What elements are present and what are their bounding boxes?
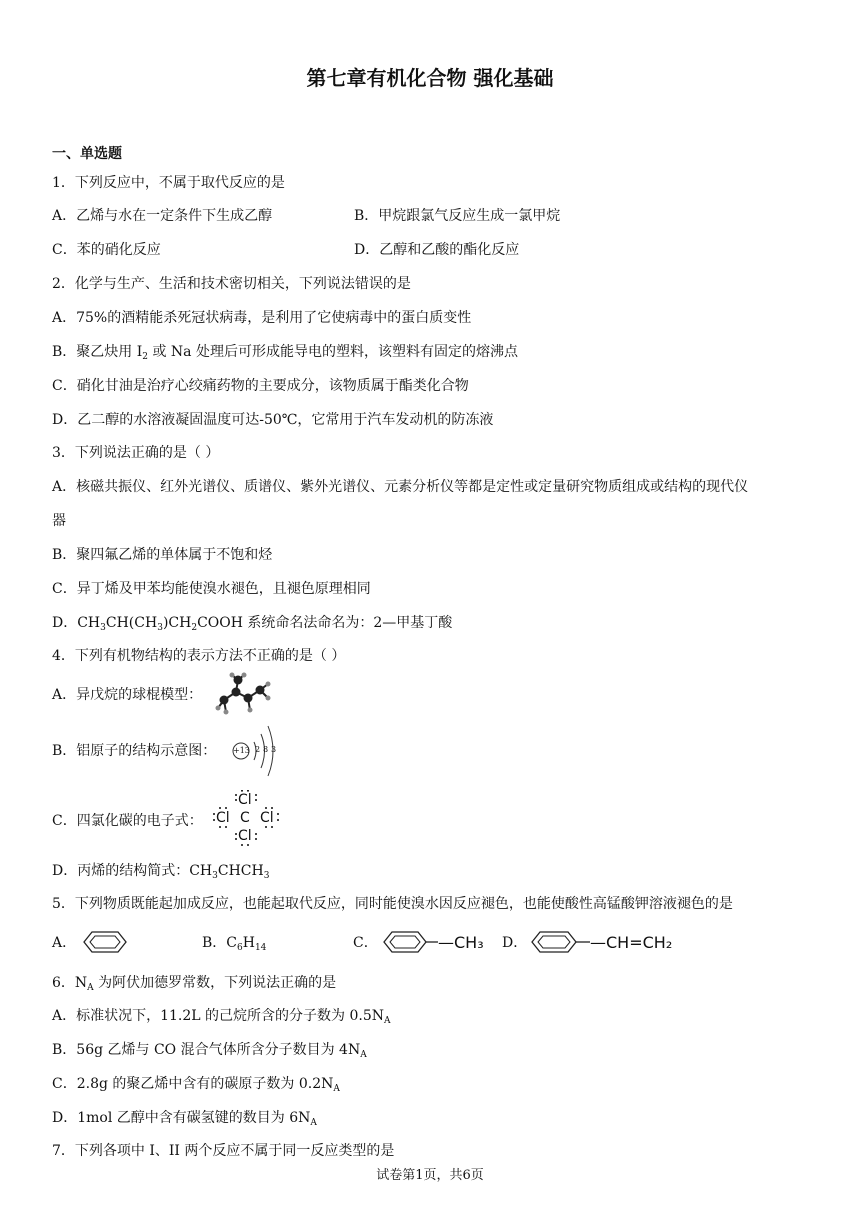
q5-stem: 5．下列物质既能起加成反应，也能起取代反应，同时能使溴水因反应褪色，也能使酸性高锰酸钾溶液褪色的是 (52, 896, 733, 912)
q6-option-d: D．1mol 乙醇中含有碳氢键的数目为 $6N_A$ (52, 1110, 317, 1128)
q6-option-c: C．2.8g 的聚乙烯中含有的碳原子数为 $0.2N_A$ (52, 1076, 340, 1094)
c-atom-center: C (240, 810, 250, 826)
q6-stem: 6．$N_A$ 为阿伏加德罗常数，下列说法正确的是 (52, 975, 337, 993)
q4-option-d: D．丙烯的结构简式：$CH_3CHCH_3$ (52, 863, 270, 881)
atom-nucleus-label: +13 (233, 746, 250, 755)
shell-3-count: 3 (271, 745, 277, 754)
cl-atom-top: Cl (238, 792, 252, 808)
electron-dots-icon (212, 790, 282, 846)
vinyl-group-label: —CH=CH₂ (590, 933, 673, 952)
q1-option-c: C．苯的硝化反应 (52, 242, 161, 258)
page-title: 第七章有机化合物 强化基础 (306, 66, 554, 90)
cl-atom-left: Cl (216, 810, 230, 826)
q5-option-d: D． (502, 935, 528, 951)
cl-atom-bottom: Cl (238, 828, 252, 844)
toluene-ring-icon (380, 929, 440, 955)
methyl-group-label: —CH₃ (438, 933, 484, 952)
isopentane-ball-stick-icon (212, 672, 274, 716)
section-heading: 一、单选题 (52, 146, 122, 162)
q2-stem: 2．化学与生产、生活和技术密切相关，下列说法错误的是 (52, 276, 411, 292)
q4-option-b: B．铝原子的结构示意图： (52, 743, 217, 759)
shell-1-count: 2 (255, 745, 261, 754)
page-footer: 试卷第1页，共6页 (376, 1168, 484, 1183)
q3-stem: 3．下列说法正确的是（ ） (52, 445, 220, 461)
styrene-ring-icon (528, 929, 592, 955)
benzene-ring-icon (76, 930, 134, 954)
q3-option-c: C．异丁烯及甲苯均能使溴水褪色，且褪色原理相同 (52, 581, 371, 597)
q1-option-a: A．乙烯与水在一定条件下生成乙醇 (52, 208, 273, 224)
q4-stem: 4．下列有机物结构的表示方法不正确的是（ ） (52, 648, 346, 664)
q3-option-b: B．聚四氟乙烯的单体属于不饱和烃 (52, 547, 273, 563)
q2-option-c: C．硝化甘油是治疗心绞痛药物的主要成分，该物质属于酯类化合物 (52, 378, 469, 394)
q3-option-d: D．$CH_3CH(CH_3)CH_2COOH$ 系统命名法命名为：2—甲基丁酸 (52, 615, 453, 633)
q2-option-b: B．聚乙炔用 $I_2$ 或 Na 处理后可形成能导电的塑料，该塑料有固定的熔沸点 (52, 344, 518, 362)
q6-option-b: B．56g 乙烯与 CO 混合气体所含分子数目为 $4N_A$ (52, 1042, 367, 1060)
q4-option-c: C．四氯化碳的电子式： (52, 813, 203, 829)
q3-option-a-line2: 器 (52, 513, 66, 529)
q2-option-a: A．75%的酒精能杀死冠状病毒，是利用了它使病毒中的蛋白质变性 (52, 310, 472, 326)
q1-option-d: D．乙醇和乙酸的酯化反应 (354, 242, 520, 258)
q4-option-a: A．异戊烷的球棍模型： (52, 687, 203, 703)
ccl4-electron-formula (212, 790, 282, 846)
q1-option-b: B．甲烷跟氯气反应生成一氯甲烷 (354, 208, 561, 224)
q1-stem: 1．下列反应中，不属于取代反应的是 (52, 175, 285, 191)
q5-option-c: C． (353, 935, 378, 951)
q3-option-a-line1: A．核磁共振仪、红外光谱仪、质谱仪、紫外光谱仪、元素分析仪等都是定性或定量研究物质组成或结构的现代仪 (52, 479, 749, 495)
q7-stem: 7．下列各项中 I、II 两个反应不属于同一反应类型的是 (52, 1143, 395, 1159)
q6-option-a: A．标准状况下，11.2L 的己烷所含的分子数为 $0.5N_A$ (52, 1008, 391, 1026)
q5-option-b: B．$C_6H_{14}$ (202, 935, 267, 953)
aluminum-atom-diagram (230, 722, 282, 780)
cl-atom-right: Cl (260, 810, 274, 826)
q2-option-d: D．乙二醇的水溶液凝固温度可达-50℃，它常用于汽车发动机的防冻液 (52, 412, 494, 428)
shell-2-count: 8 (263, 745, 269, 754)
q5-option-a: A． (52, 935, 77, 951)
